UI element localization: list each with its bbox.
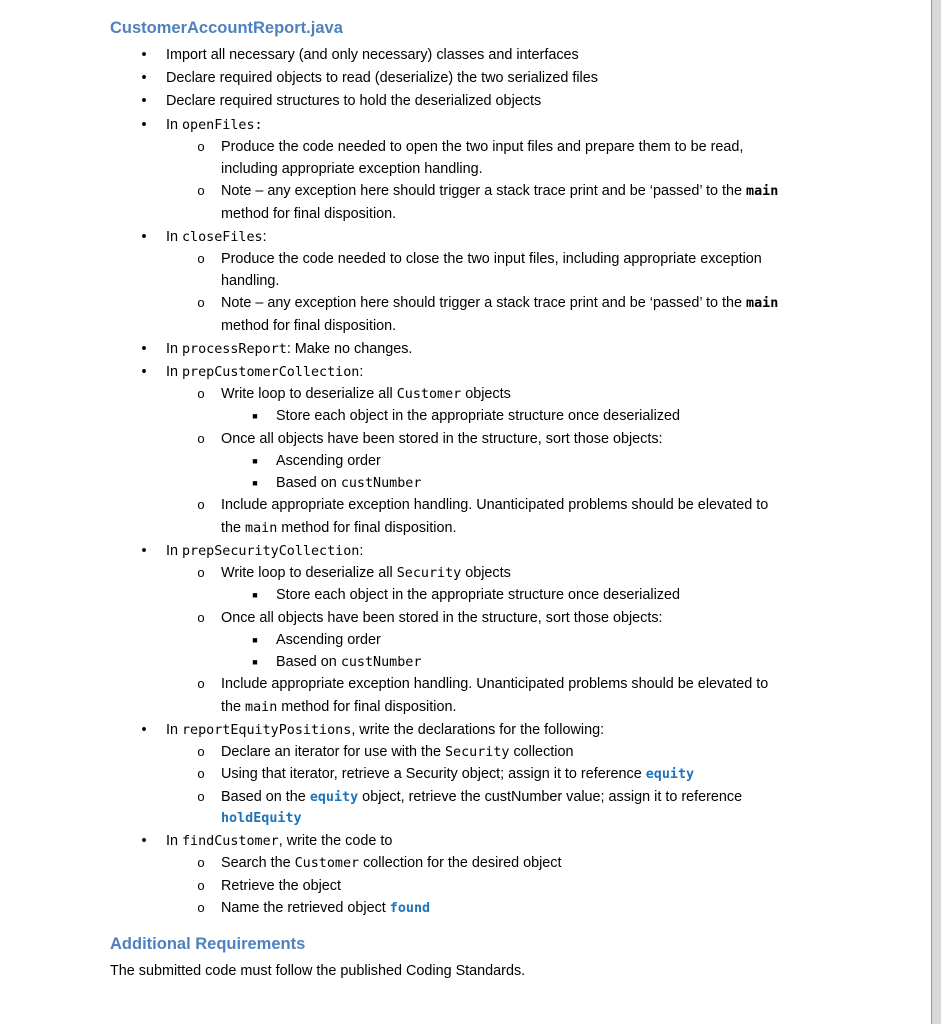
list-item-continued: method for final disposition. (221, 206, 397, 222)
bullet-l1: • (141, 70, 147, 86)
list-item: Based on the equity object, retrieve the custNumber value; assign it to reference (221, 789, 743, 805)
list-item-continued: method for final disposition. (221, 318, 397, 334)
list-item: Store each object in the appropriate structure once deserialized (276, 587, 680, 603)
bullet-l3: ■ (252, 411, 258, 421)
list-item-findcustomer: In findCustomer, write the code to (166, 833, 393, 849)
list-item: Declare required objects to read (deserialize) the two serialized files (166, 70, 598, 86)
list-item: Produce the code needed to open the two input files and prepare them to be read, (221, 139, 744, 155)
code-prepcustomercollection: prepCustomerCollection (182, 365, 360, 380)
code-prepsecuritycollection: prepSecurityCollection (182, 544, 360, 559)
bullet-l1: • (141, 543, 147, 559)
list-item-reportequitypositions: In reportEquityPositions, write the declarations for the following: (166, 722, 605, 738)
list-item-prepcustomercollection: In prepCustomerCollection: (166, 364, 364, 380)
bullet-l1: • (141, 722, 147, 738)
bullet-l1: • (141, 47, 147, 63)
code-custnumber: custNumber (340, 655, 422, 670)
list-item: Write loop to deserialize all Security objects (221, 565, 511, 581)
list-item: Using that iterator, retrieve a Security object; assign it to reference equity (221, 766, 695, 782)
bullet-l2: o (197, 676, 205, 691)
list-item: Ascending order (276, 453, 381, 469)
bullet-l1: • (141, 93, 147, 109)
code-main: main (245, 700, 278, 715)
bullet-l2: o (197, 183, 205, 198)
list-item-continued: the main method for final disposition. (221, 699, 457, 715)
code-equity: equity (309, 790, 359, 805)
bullet-l2: o (197, 855, 205, 870)
list-item: Produce the code needed to close the two input files, including appropriate exception (221, 251, 762, 267)
list-item: Declare an iterator for use with the Security collection (221, 744, 574, 760)
list-item-closefiles: In closeFiles: (166, 229, 267, 245)
list-item: Ascending order (276, 632, 381, 648)
bullet-l1: • (141, 117, 147, 133)
bullet-l3: ■ (252, 478, 258, 488)
list-item: Note – any exception here should trigger a stack trace print and be ‘passed’ to the main (221, 295, 779, 311)
code-findcustomer: findCustomer (182, 834, 279, 849)
list-item: Include appropriate exception handling. Unanticipated problems should be elevated to (221, 497, 769, 513)
list-item-prepsecuritycollection: In prepSecurityCollection: (166, 543, 364, 559)
section-heading-additional: Additional Requirements (110, 935, 306, 953)
bullet-l2: o (197, 251, 205, 266)
list-item: Note – any exception here should trigger a stack trace print and be ‘passed’ to the main (221, 183, 779, 199)
list-item: Based on custNumber (276, 654, 422, 670)
list-item-continued: including appropriate exception handling. (221, 161, 483, 177)
code-reportequitypositions: reportEquityPositions (182, 723, 352, 738)
code-closefiles: closeFiles (182, 230, 263, 245)
list-item: Based on custNumber (276, 475, 422, 491)
list-item: Store each object in the appropriate structure once deserialized (276, 408, 680, 424)
additional-text: The submitted code must follow the published Coding Standards. (110, 963, 526, 979)
code-processreport: processReport (182, 342, 287, 357)
bullet-l3: ■ (252, 635, 258, 645)
code-holdequity: holdEquity (221, 811, 302, 826)
code-equity: equity (645, 767, 695, 782)
bullet-l2: o (197, 295, 205, 310)
list-item: Import all necessary (and only necessary) classes and interfaces (166, 47, 579, 63)
bullet-l1: • (141, 364, 147, 380)
code-main: main (245, 521, 278, 536)
bullet-l2: o (197, 139, 205, 154)
code-custnumber: custNumber (340, 476, 422, 491)
bullet-l2: o (197, 878, 205, 893)
bullet-l3: ■ (252, 657, 258, 667)
list-item: Declare required structures to hold the deserialized objects (166, 93, 542, 109)
code-customer: Customer (294, 856, 360, 871)
code-main: main (746, 296, 779, 311)
bullet-l1: • (141, 833, 147, 849)
bullet-l2: o (197, 610, 205, 625)
list-item: Include appropriate exception handling. Unanticipated problems should be elevated to (221, 676, 769, 692)
bullet-l2: o (197, 900, 205, 915)
bullet-l2: o (197, 431, 205, 446)
list-item: Write loop to deserialize all Customer objects (221, 386, 511, 402)
code-main: main (746, 184, 779, 199)
bullet-l1: • (141, 229, 147, 245)
bullet-l2: o (197, 497, 205, 512)
list-item: Once all objects have been stored in the structure, sort those objects: (221, 431, 663, 447)
bullet-l2: o (197, 789, 205, 804)
code-openfiles: openFiles: (182, 118, 263, 133)
bullet-l2: o (197, 744, 205, 759)
list-item-continued: the main method for final disposition. (221, 520, 457, 536)
code-security: Security (444, 745, 510, 760)
code-found: found (389, 901, 431, 916)
code-customer: Customer (396, 387, 462, 402)
bullet-l2: o (197, 565, 205, 580)
list-item: Retrieve the object (221, 878, 341, 894)
bullet-l2: o (197, 766, 205, 781)
list-item: Name the retrieved object found (221, 900, 431, 916)
bullet-l2: o (197, 386, 205, 401)
bullet-l1: • (141, 341, 147, 357)
list-item-processreport: In processReport: Make no changes. (166, 341, 413, 357)
list-item: Once all objects have been stored in the structure, sort those objects: (221, 610, 663, 626)
document-title: CustomerAccountReport.java (110, 19, 343, 37)
list-item-openfiles: In openFiles: (166, 117, 263, 133)
list-item: Search the Customer collection for the desired object (221, 855, 562, 871)
list-item-continued: handling. (221, 273, 280, 289)
page-edge-shadow (932, 0, 941, 1024)
list-item-continued (221, 807, 302, 829)
code-security: Security (396, 566, 462, 581)
bullet-l3: ■ (252, 590, 258, 600)
bullet-l3: ■ (252, 456, 258, 466)
